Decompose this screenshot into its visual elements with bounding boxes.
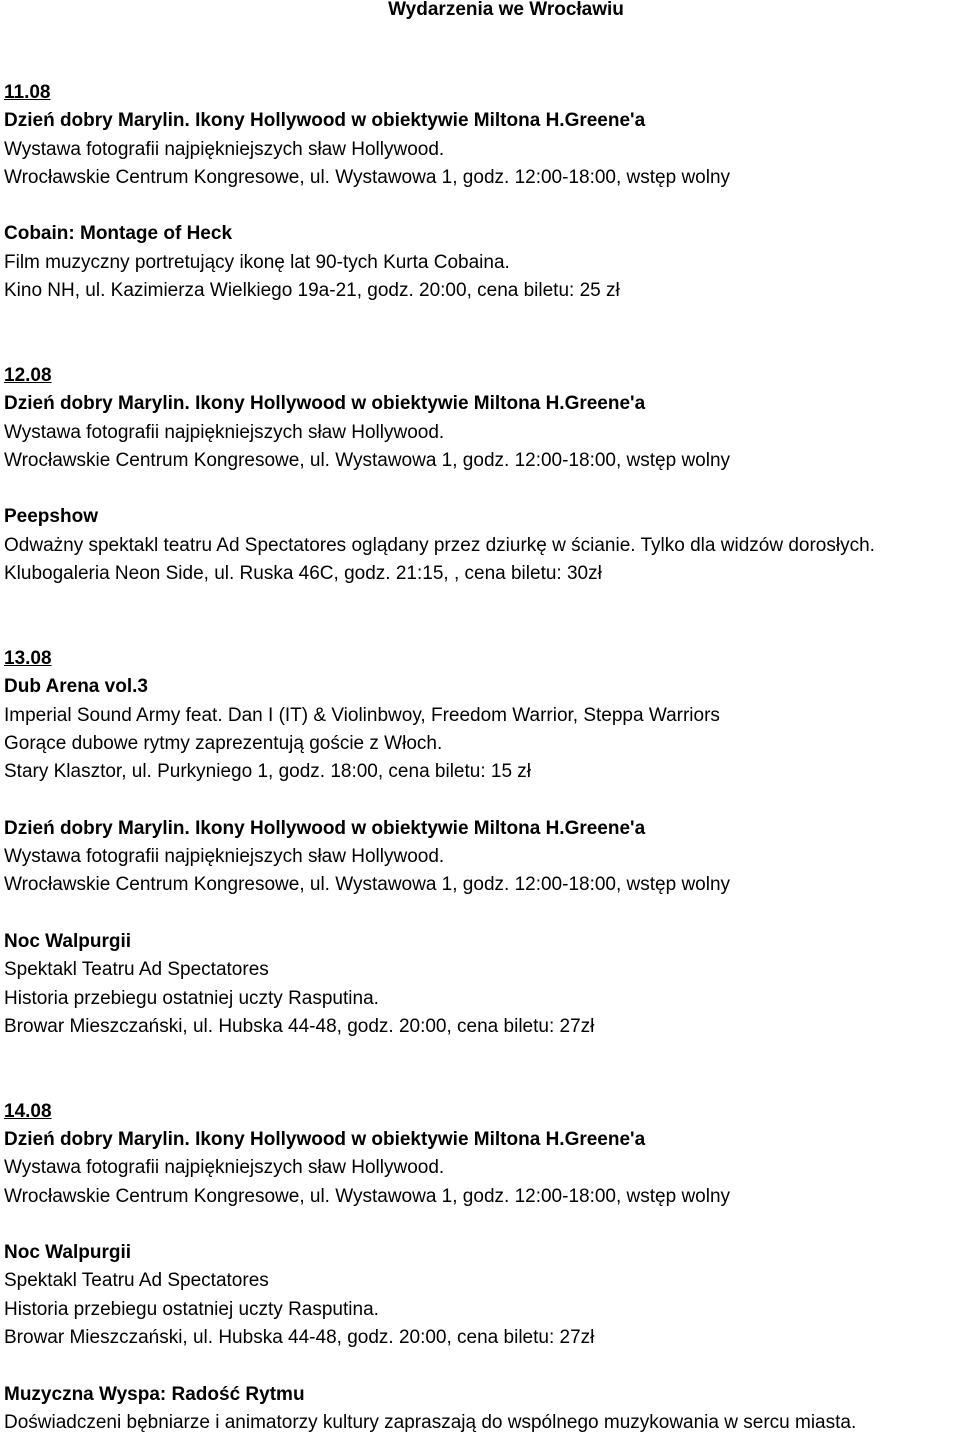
event-item bbox=[4, 503, 956, 588]
event-item bbox=[4, 815, 956, 900]
event-detail: Historia przebiegu ostatniej uczty Rasputina. bbox=[4, 1298, 379, 1320]
day-section bbox=[4, 362, 956, 588]
day-section bbox=[4, 79, 956, 305]
day-date: 14.08 bbox=[4, 1100, 52, 1122]
event-detail: Browar Mieszczański, ul. Hubska 44-48, godz. 20:00, cena biletu: 27zł bbox=[4, 1327, 595, 1349]
event-detail: Klubogaleria Neon Side, ul. Ruska 46C, godz. 21:15, , cena biletu: 30zł bbox=[4, 563, 602, 585]
event-item bbox=[4, 673, 956, 786]
event-detail: Film muzyczny portretujący ikonę lat 90-tych Kurta Cobaina. bbox=[4, 251, 510, 273]
day-date: 11.08 bbox=[4, 82, 51, 103]
event-detail: Wystawa fotografii najpiękniejszych sław Hollywood. bbox=[4, 1157, 445, 1179]
event-item bbox=[4, 220, 956, 305]
section-spacer bbox=[4, 588, 956, 645]
day-section bbox=[4, 1098, 956, 1437]
event-item bbox=[4, 107, 956, 192]
event-detail: Spektakl Teatru Ad Spectatores bbox=[4, 959, 269, 981]
event-name: Noc Walpurgii bbox=[4, 1242, 132, 1264]
event-name: Dzień dobry Marylin. Ikony Hollywood w obiektywie Miltona H.Greene'a bbox=[4, 1128, 646, 1150]
event-detail: Stary Klasztor, ul. Purkyniego 1, godz. 18:00, cena biletu: 15 zł bbox=[4, 761, 532, 783]
event-name: Dzień dobry Marylin. Ikony Hollywood w obiektywie Miltona H.Greene'a bbox=[4, 817, 646, 839]
page-title: Wydarzenia we Wrocławiu bbox=[388, 0, 624, 20]
event-name: Cobain: Montage of Heck bbox=[4, 223, 233, 245]
event-detail: Historia przebiegu ostatniej uczty Rasputina. bbox=[4, 987, 379, 1009]
event-detail: Wrocławskie Centrum Kongresowe, ul. Wystawowa 1, godz. 12:00-18:00, wstęp wolny bbox=[4, 166, 731, 188]
event-spacer bbox=[4, 475, 956, 503]
event-detail: Spektakl Teatru Ad Spectatores bbox=[4, 1270, 269, 1292]
event-spacer bbox=[4, 1211, 956, 1239]
day-section bbox=[4, 645, 956, 1041]
event-spacer bbox=[4, 786, 956, 814]
event-item bbox=[4, 1126, 956, 1211]
event-name: Noc Walpurgii bbox=[4, 930, 132, 952]
events-list bbox=[4, 79, 956, 1437]
event-name: Dzień dobry Marylin. Ikony Hollywood w obiektywie Miltona H.Greene'a bbox=[4, 393, 646, 415]
section-spacer bbox=[4, 1041, 956, 1098]
event-detail: Browar Mieszczański, ul. Hubska 44-48, godz. 20:00, cena biletu: 27zł bbox=[4, 1015, 595, 1037]
event-item bbox=[4, 1239, 956, 1352]
section-spacer bbox=[4, 305, 956, 362]
event-detail: Wrocławskie Centrum Kongresowe, ul. Wystawowa 1, godz. 12:00-18:00, wstęp wolny bbox=[4, 1185, 731, 1207]
event-detail: Wrocławskie Centrum Kongresowe, ul. Wystawowa 1, godz. 12:00-18:00, wstęp wolny bbox=[4, 449, 731, 471]
day-date: 13.08 bbox=[4, 647, 52, 669]
event-name: Muzyczna Wyspa: Radość Rytmu bbox=[4, 1383, 305, 1405]
day-date: 12.08 bbox=[4, 364, 52, 386]
event-detail: Wrocławskie Centrum Kongresowe, ul. Wystawowa 1, godz. 12:00-18:00, wstęp wolny bbox=[4, 874, 731, 896]
event-detail: Wystawa fotografii najpiękniejszych sław Hollywood. bbox=[4, 138, 445, 160]
event-spacer bbox=[4, 192, 956, 220]
event-detail: Wystawa fotografii najpiękniejszych sław Hollywood. bbox=[4, 421, 445, 443]
event-spacer bbox=[4, 900, 956, 928]
event-detail: Kino NH, ul. Kazimierza Wielkiego 19a-21, godz. 20:00, cena biletu: 25 zł bbox=[4, 280, 620, 302]
event-detail: Odważny spektakl teatru Ad Spectatores oglądany przez dziurkę w ścianie. Tylko dla widzów dorosłych. bbox=[4, 534, 875, 556]
event-name: Dub Arena vol.3 bbox=[4, 676, 148, 698]
event-item bbox=[4, 390, 956, 475]
event-detail: Imperial Sound Army feat. Dan I (IT) & Violinbwoy, Freedom Warrior, Steppa Warriors bbox=[4, 704, 720, 726]
event-detail: Wystawa fotografii najpiękniejszych sław Hollywood. bbox=[4, 846, 445, 868]
event-item bbox=[4, 928, 956, 1041]
event-detail: Doświadczeni bębniarze i animatorzy kultury zapraszają do wspólnego muzykowania w sercu miasta. bbox=[4, 1411, 857, 1433]
event-detail: Gorące dubowe rytmy zaprezentują goście z Włoch. bbox=[4, 732, 443, 754]
event-spacer bbox=[4, 1352, 956, 1380]
event-name: Peepshow bbox=[4, 506, 98, 528]
event-name: Dzień dobry Marylin. Ikony Hollywood w obiektywie Miltona H.Greene'a bbox=[4, 110, 646, 132]
